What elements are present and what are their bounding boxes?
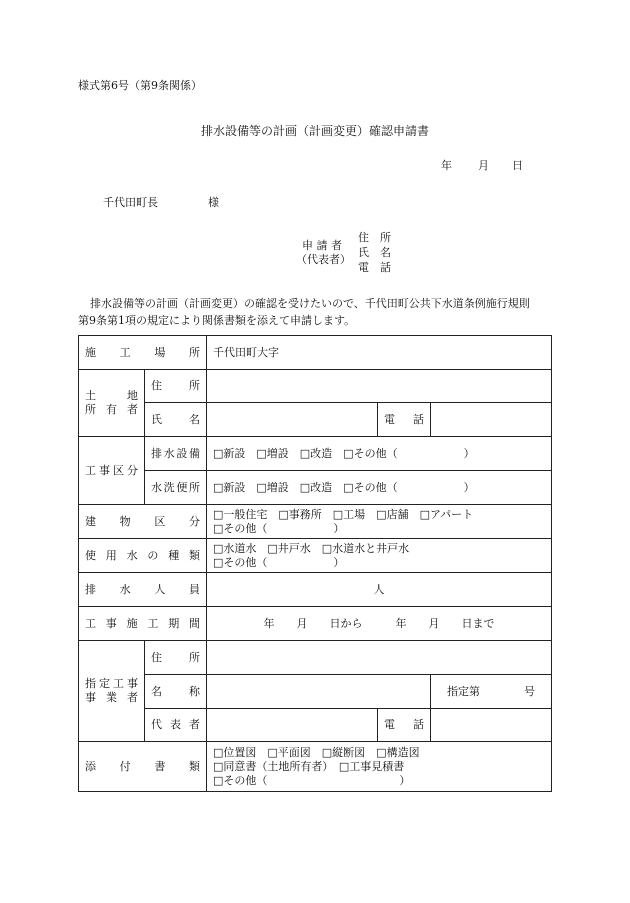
landowner-address-label: 住所	[145, 370, 207, 403]
drainage-options[interactable]: □新設 □増設 □改造 □その他（ ）	[207, 437, 552, 471]
contractor-phone-label: 電話	[378, 709, 431, 742]
attach-options-line2[interactable]: □同意書（土地所有者） □工事見積書	[213, 759, 405, 773]
drainage-label: 排水設備	[145, 437, 207, 471]
applicant-rep-label: （代表者）	[296, 253, 351, 266]
contractor-name-label: 名称	[145, 675, 207, 709]
contractor-label-line1: 指定工事	[85, 677, 138, 690]
people-label: 排水人員	[79, 573, 207, 607]
contractor-address-label: 住所	[145, 641, 207, 675]
contractor-label-line2: 事業者	[85, 691, 138, 704]
applicant-phone-label: 電 話	[358, 261, 391, 274]
landowner-name-label: 氏名	[145, 403, 207, 437]
period-field[interactable]: 年 月 日から 年 月 日まで	[207, 607, 552, 641]
water-label: 使用水の種類	[79, 539, 207, 573]
contractor-address-field[interactable]	[207, 641, 552, 675]
water-options[interactable]	[207, 539, 552, 573]
contractor-label	[79, 641, 145, 742]
date-year: 年	[441, 159, 452, 172]
applicant-address-label: 住 所	[358, 231, 391, 244]
representative-label: 代表者	[145, 709, 207, 742]
people-field[interactable]: 人	[207, 573, 552, 607]
landowner-phone-label: 電話	[378, 403, 431, 437]
landowner-label-line1: 土 地	[85, 389, 138, 402]
landowner-label-line2: 所有者	[85, 403, 138, 416]
landowner-label	[79, 370, 145, 437]
contractor-name-field[interactable]	[207, 675, 431, 709]
addressee-honorific: 様	[208, 196, 219, 209]
date-month: 月	[478, 159, 489, 172]
building-options-line2[interactable]: □その他（ ）	[213, 521, 345, 535]
attach-options-line1[interactable]: □位置図 □平面図 □縦断図 □構造図	[213, 745, 420, 759]
body-text-line1: 排水設備等の計画（計画変更）の確認を受けたいので、千代田町公共下水道条例施行規則	[90, 297, 530, 310]
building-options-line1[interactable]: □一般住宅 □事務所 □工場 □店舗 □アパート	[213, 507, 474, 521]
designated-number-field[interactable]: 指定第 号	[431, 675, 552, 709]
addressee-name: 千代田町長	[103, 196, 158, 209]
toilet-label: 水洗便所	[145, 471, 207, 505]
form-number: 様式第6号（第9条関係）	[78, 79, 202, 92]
period-label: 工事施工期間	[79, 607, 207, 641]
landowner-phone-field[interactable]	[431, 403, 552, 437]
water-options-line1[interactable]: □水道水 □井戸水 □水道水と井戸水	[213, 541, 410, 555]
form-title: 排水設備等の計画（計画変更）確認申請書	[200, 124, 429, 138]
site-value[interactable]: 千代田町大字	[207, 336, 552, 370]
representative-field[interactable]	[207, 709, 378, 742]
building-options[interactable]	[207, 505, 552, 539]
attach-label: 添付書類	[79, 742, 207, 792]
body-text-line2: 第9条第1項の規定により関係書類を添えて申請します。	[78, 314, 356, 327]
attach-options-line3[interactable]: □その他（ ）	[213, 773, 411, 787]
landowner-address-field[interactable]	[207, 370, 552, 403]
building-label: 建物区分	[79, 505, 207, 539]
water-options-line2[interactable]: □その他（ ）	[213, 555, 345, 569]
work-type-label: 工事区分	[79, 437, 145, 505]
date-day: 日	[512, 159, 523, 172]
landowner-name-field[interactable]	[207, 403, 378, 437]
applicant-name-label: 氏 名	[358, 246, 391, 259]
toilet-options[interactable]: □新設 □増設 □改造 □その他（ ）	[207, 471, 552, 505]
applicant-label: 申 請 者	[302, 239, 342, 252]
application-table	[78, 335, 552, 792]
site-label: 施工場所	[79, 336, 207, 370]
attach-options[interactable]	[207, 742, 552, 792]
contractor-phone-field[interactable]	[431, 709, 552, 742]
